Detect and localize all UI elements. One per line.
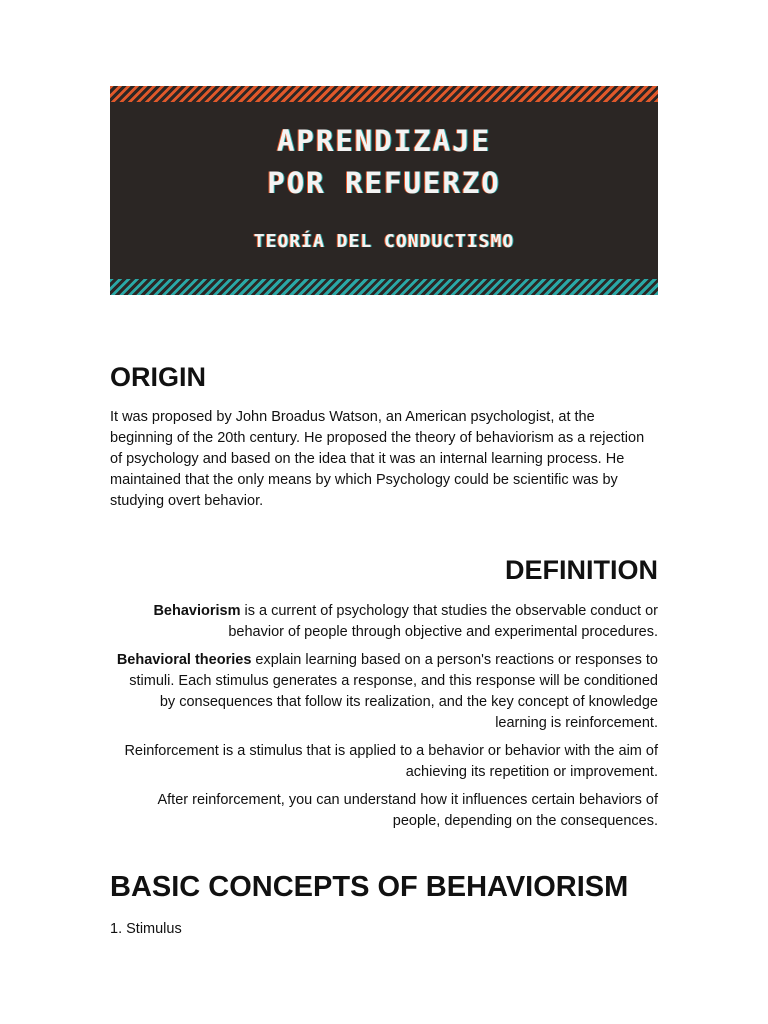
definition-heading: DEFINITION [505, 555, 658, 585]
banner-title [110, 120, 658, 204]
definition-paragraph-2 [110, 650, 658, 734]
definition-paragraph-3: Reinforcement is a stimulus that is applied to a behavior or behavior with the aim of achieving its repetition or improvement. [124, 743, 658, 780]
title-banner [110, 86, 658, 295]
banner-top-stripe [110, 86, 658, 102]
definition-paragraph-1-text: is a current of psychology that studies the observable conduct or behavior of people through objective and experimental procedures. [228, 603, 658, 640]
definition-paragraph-2-text: explain learning based on a person's reactions or responses to stimuli. Each stimulus generates a response, and this response will be conditioned by consequences that follow its realization, and the key concept of knowledge learning is reinforcement. [129, 652, 658, 731]
definition-paragraph-1 [110, 601, 658, 643]
definition-paragraph-4: After reinforcement, you can understand how it influences certain behaviors of people, depending on the consequences. [157, 792, 658, 829]
origin-paragraph: It was proposed by John Broadus Watson, an American psychologist, at the beginning of the 20th century. He proposed the theory of behaviorism as a rejection of psychology and based on the idea that it was an internal learning process. He maintained that the only means by which Psychology could be scientific was by studying overt behavior. [110, 409, 645, 509]
list-item: 1. Stimulus [110, 921, 182, 937]
basic-concepts-heading: BASIC CONCEPTS OF BEHAVIORISM [110, 871, 629, 903]
banner-title-line-2: POR REFUERZO [267, 166, 501, 200]
origin-heading: ORIGIN [110, 362, 207, 392]
document-page [110, 86, 658, 940]
banner-bottom-stripe [110, 279, 658, 295]
behavioral-theories-term: Behavioral theories [116, 652, 252, 668]
banner-title-line-1: APRENDIZAJE [276, 124, 492, 158]
behaviorism-term: Behaviorism [153, 603, 241, 619]
banner-subtitle: TEORÍA DEL CONDUCTISMO [253, 231, 515, 252]
